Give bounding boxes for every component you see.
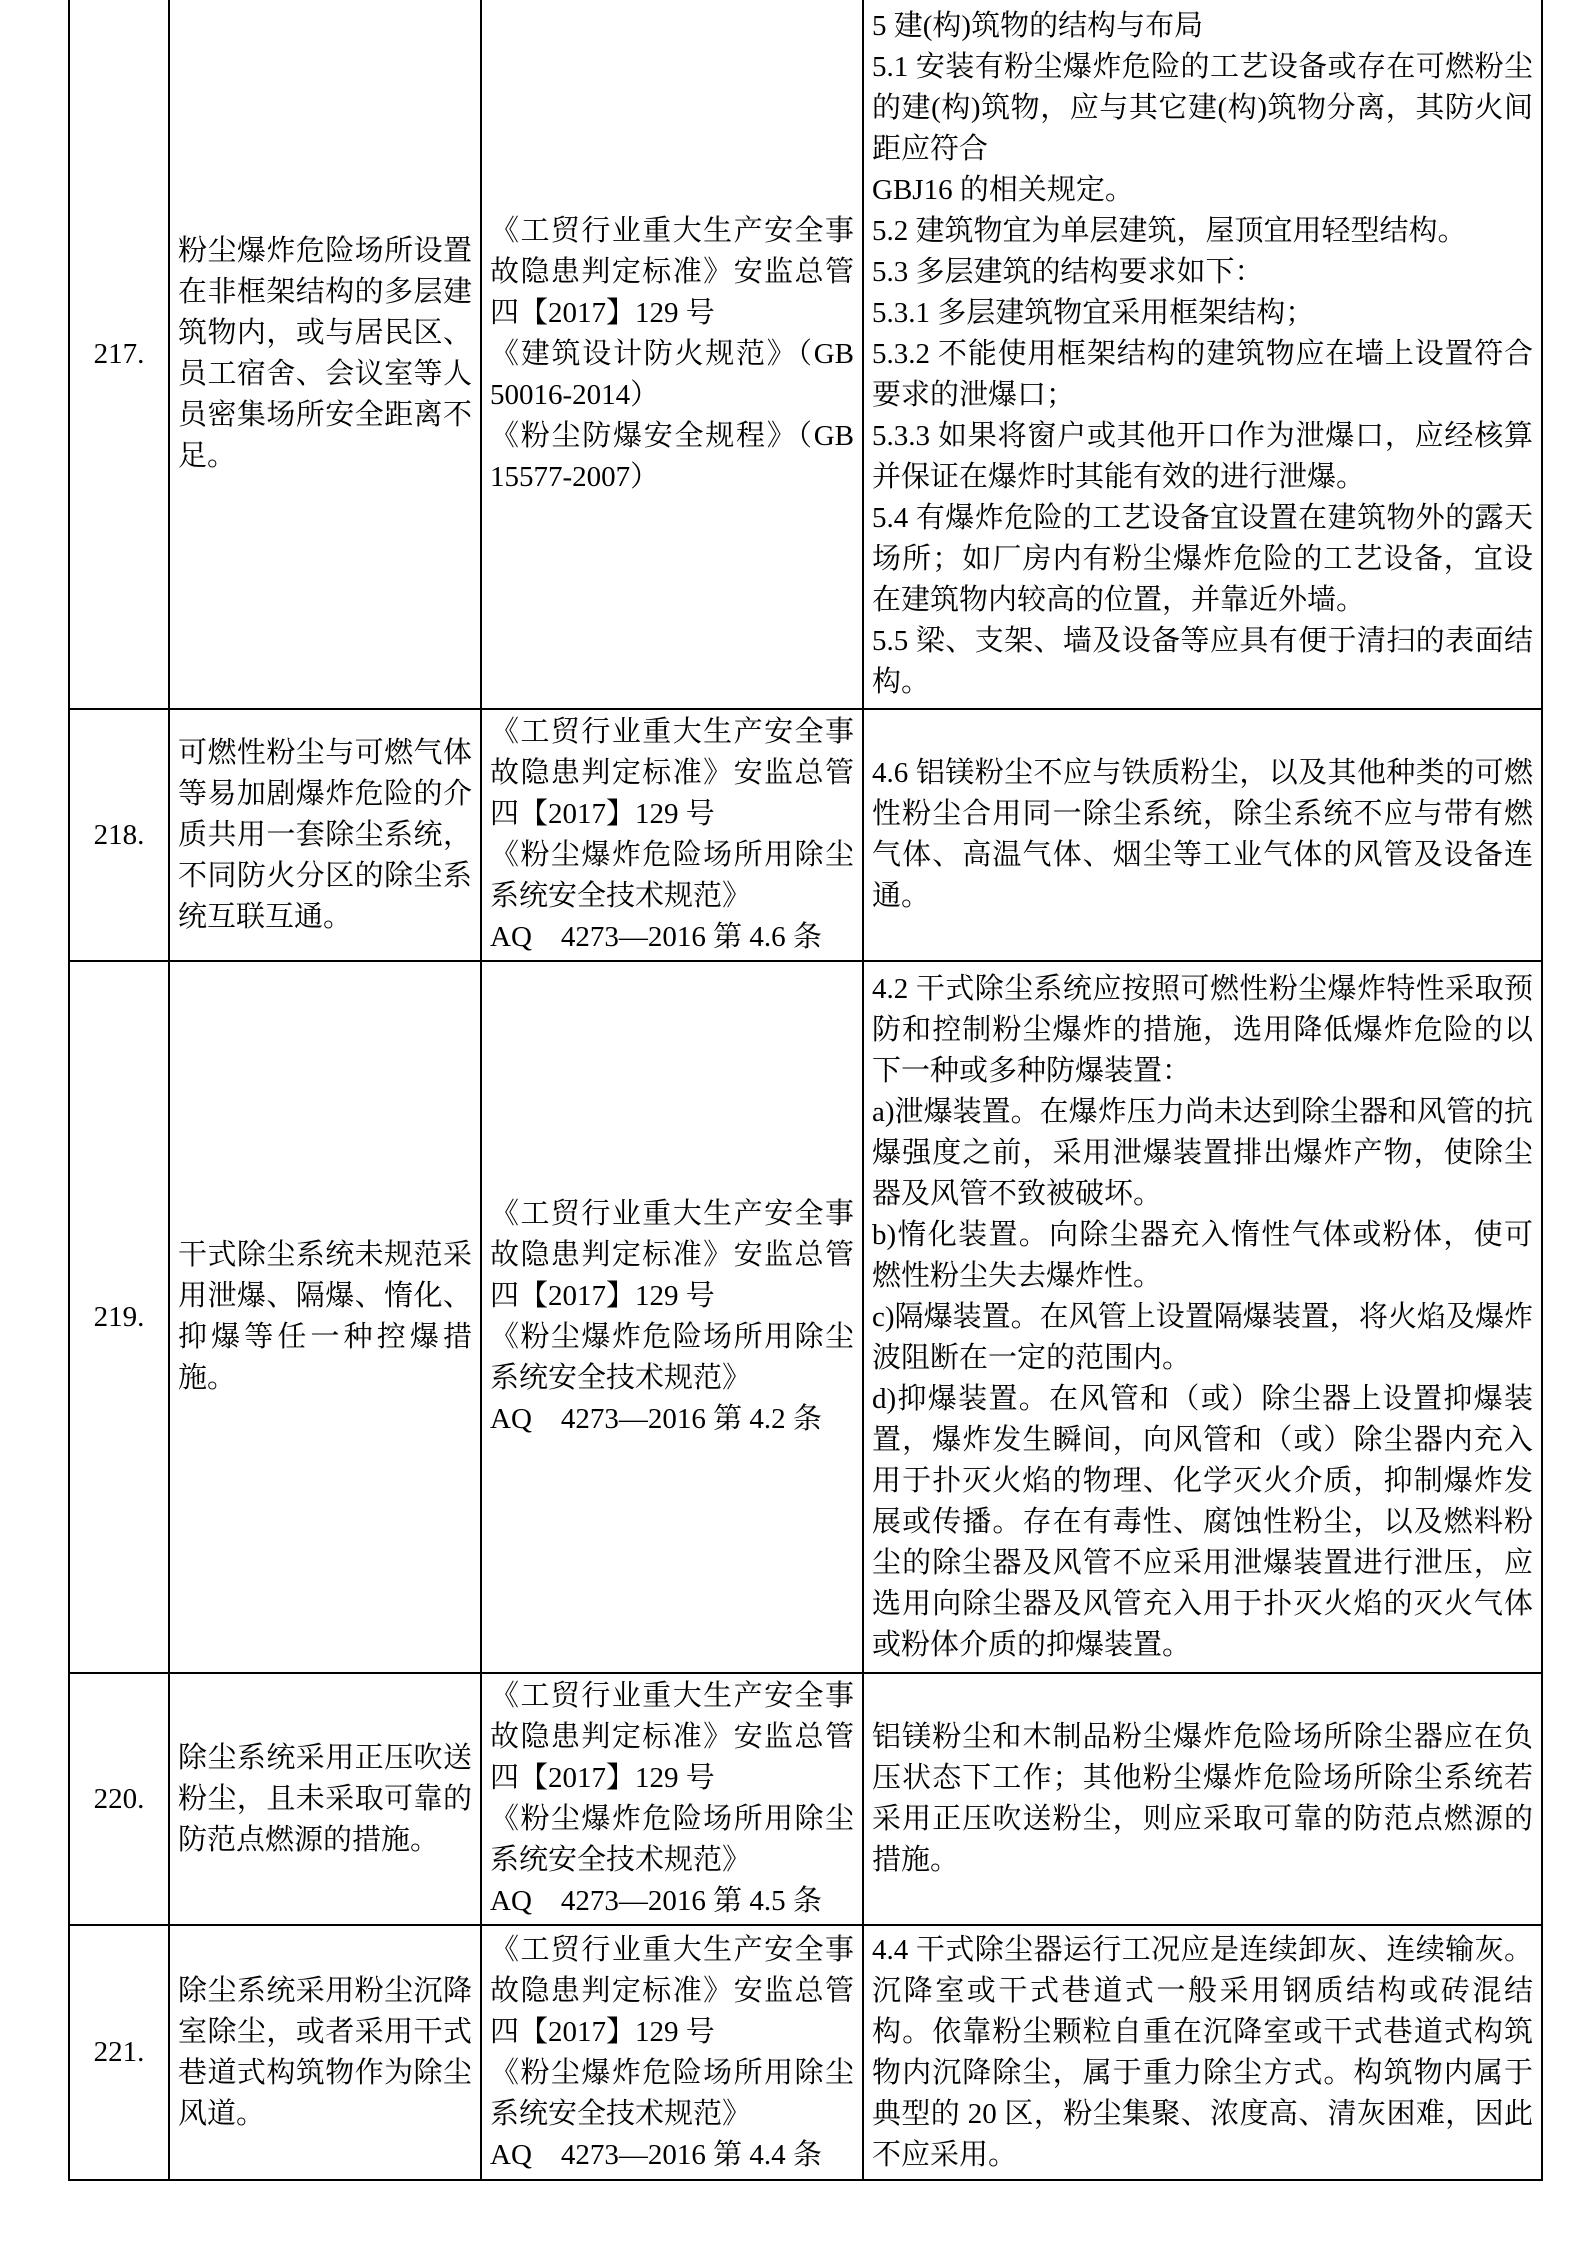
table-row	[69, 1673, 1542, 1925]
table-row	[69, 0, 1542, 709]
judgment-details-cell	[863, 709, 1542, 961]
table-row	[69, 1925, 1542, 2180]
paragraph: c)隔爆装置。在风管上设置隔爆装置，将火焰及爆炸波阻断在一定的范围内。	[872, 1300, 1533, 1374]
paragraph: 4.4 干式除尘器运行工况应是连续卸灰、连续输灰。沉降室或干式巷道式一般采用钢质结构或砖混结构。依靠粉尘颗粒自重在沉降室或干式巷道式构筑物内沉降除尘，属于重力除尘方式。构筑物内属于典型的 20 区，粉尘集聚、浓度高、清灰困难，因此不应采用。	[872, 1933, 1533, 2171]
paragraph: 《工贸行业重大生产安全事故隐患判定标准》安监总管四【2017】129 号	[490, 1933, 854, 2048]
paragraph: 除尘系统采用正压吹送粉尘，且未采取可靠的防范点燃源的措施。	[178, 1741, 472, 1856]
paragraph: 《工贸行业重大生产安全事故隐患判定标准》安监总管四【2017】129 号	[490, 214, 854, 329]
row-number-cell: 218.	[69, 709, 169, 961]
paragraph: AQ 4273—2016 第 4.2 条	[490, 1403, 822, 1435]
table-row	[69, 961, 1542, 1673]
paragraph: 5.1 安装有粉尘爆炸危险的工艺设备或存在可燃粉尘的建(构)筑物，应与其它建(构)筑物分离，其防火间距应符合	[872, 50, 1533, 165]
paragraph: 可燃性粉尘与可燃气体等易加剧爆炸危险的介质共用一套除尘系统，不同防火分区的除尘系统互联互通。	[178, 736, 472, 933]
judgment-details-cell	[863, 0, 1542, 709]
hazard-description-cell	[169, 1673, 481, 1925]
judgment-details-cell	[863, 1673, 1542, 1925]
hazard-description-cell	[169, 961, 481, 1673]
paragraph: 粉尘爆炸危险场所设置在非框架结构的多层建筑物内，或与居民区、员工宿舍、会议室等人员密集场所安全距离不足。	[178, 235, 472, 472]
paragraph: 《粉尘防爆安全规程》（GB 15577-2007）	[490, 419, 854, 493]
paragraph: 5 建(构)筑物的结构与布局	[872, 9, 1204, 42]
paragraph: 5.3 多层建筑的结构要求如下：	[872, 255, 1264, 288]
basis-reference-cell	[481, 709, 863, 961]
paragraph: a)泄爆装置。在爆炸压力尚未达到除尘器和风管的抗爆强度之前，采用泄爆装置排出爆炸产物，使除尘器及风管不致被破坏。	[872, 1095, 1533, 1210]
paragraph: 除尘系统采用粉尘沉降室除尘，或者采用干式巷道式构筑物作为除尘风道。	[178, 1974, 472, 2130]
paragraph: 铝镁粉尘和木制品粉尘爆炸危险场所除尘器应在负压状态下工作；其他粉尘爆炸危险场所除尘系统若采用正压吹送粉尘，则应采取可靠的防范点燃源的措施。	[872, 1721, 1533, 1876]
paragraph: 5.3.2 不能使用框架结构的建筑物应在墙上设置符合要求的泄爆口；	[872, 337, 1533, 411]
judgment-details-cell	[863, 961, 1542, 1673]
hazard-description-cell	[169, 709, 481, 961]
paragraph: 《粉尘爆炸危险场所用除尘系统安全技术规范》	[490, 1803, 854, 1876]
basis-reference-cell	[481, 1925, 863, 2180]
paragraph: b)惰化装置。向除尘器充入惰性气体或粉体，使可燃性粉尘失去爆炸性。	[872, 1218, 1533, 1292]
paragraph: 4.6 铝镁粉尘不应与铁质粉尘，以及其他种类的可燃性粉尘合用同一除尘系统，除尘系统不应与带有燃气体、高温气体、烟尘等工业气体的风管及设备连通。	[872, 757, 1533, 912]
paragraph: 《工贸行业重大生产安全事故隐患判定标准》安监总管四【2017】129 号	[490, 1198, 854, 1312]
row-number-cell: 219.	[69, 961, 169, 1673]
paragraph: 《粉尘爆炸危险场所用除尘系统安全技术规范》	[490, 2056, 854, 2130]
paragraph: 5.2 建筑物宜为单层建筑，屋顶宜用轻型结构。	[872, 214, 1467, 247]
paragraph: GBJ16 的相关规定。	[872, 173, 1134, 206]
paragraph: 《建筑设计防火规范》（GB 50016-2014）	[490, 337, 854, 411]
paragraph: 干式除尘系统未规范采用泄爆、隔爆、惰化、抑爆等任一种控爆措施。	[178, 1239, 472, 1394]
basis-reference-cell	[481, 1673, 863, 1925]
paragraph: 《工贸行业重大生产安全事故隐患判定标准》安监总管四【2017】129 号	[490, 1680, 854, 1794]
row-number-cell: 221.	[69, 1925, 169, 2180]
paragraph: 《粉尘爆炸危险场所用除尘系统安全技术规范》	[490, 1321, 854, 1394]
row-number-cell: 217.	[69, 0, 169, 709]
paragraph: 5.5 梁、支架、墙及设备等应具有便于清扫的表面结构。	[872, 624, 1533, 698]
row-number-cell: 220.	[69, 1673, 169, 1925]
paragraph: d)抑爆装置。在风管和（或）除尘器上设置抑爆装置，爆炸发生瞬间，向风管和（或）除尘器内充入用于扑灭火焰的物理、化学灭火介质，抑制爆炸发展或传播。存在有毒性、腐蚀性粉尘，以及燃料粉尘的除尘器及风管不应采用泄爆装置进行泄压，应选用向除尘器及风管充入用于扑灭火焰的灭火气体或粉体介质的抑爆装置。	[872, 1382, 1533, 1661]
hazard-description-cell	[169, 0, 481, 709]
basis-reference-cell	[481, 961, 863, 1673]
hazard-description-cell	[169, 1925, 481, 2180]
paragraph: 5.3.1 多层建筑物宜采用框架结构；	[872, 296, 1315, 329]
paragraph: 《粉尘爆炸危险场所用除尘系统安全技术规范》	[490, 839, 854, 912]
table-row	[69, 709, 1542, 961]
hazard-criteria-table	[68, 0, 1543, 2181]
judgment-details-cell	[863, 1925, 1542, 2180]
paragraph: AQ 4273—2016 第 4.6 条	[490, 921, 822, 953]
paragraph: 5.4 有爆炸危险的工艺设备宜设置在建筑物外的露天场所；如厂房内有粉尘爆炸危险的工艺设备，宜设在建筑物内较高的位置，并靠近外墙。	[872, 501, 1533, 616]
paragraph: AQ 4273—2016 第 4.5 条	[490, 1885, 822, 1917]
paragraph: AQ 4273—2016 第 4.4 条	[490, 2138, 822, 2171]
paragraph: 5.3.3 如果将窗户或其他开口作为泄爆口，应经核算并保证在爆炸时其能有效的进行泄爆。	[872, 419, 1533, 493]
paragraph: 4.2 干式除尘系统应按照可燃性粉尘爆炸特性采取预防和控制粉尘爆炸的措施，选用降低爆炸危险的以下一种或多种防爆装置：	[872, 972, 1533, 1087]
paragraph: 《工贸行业重大生产安全事故隐患判定标准》安监总管四【2017】129 号	[490, 716, 854, 830]
basis-reference-cell	[481, 0, 863, 709]
